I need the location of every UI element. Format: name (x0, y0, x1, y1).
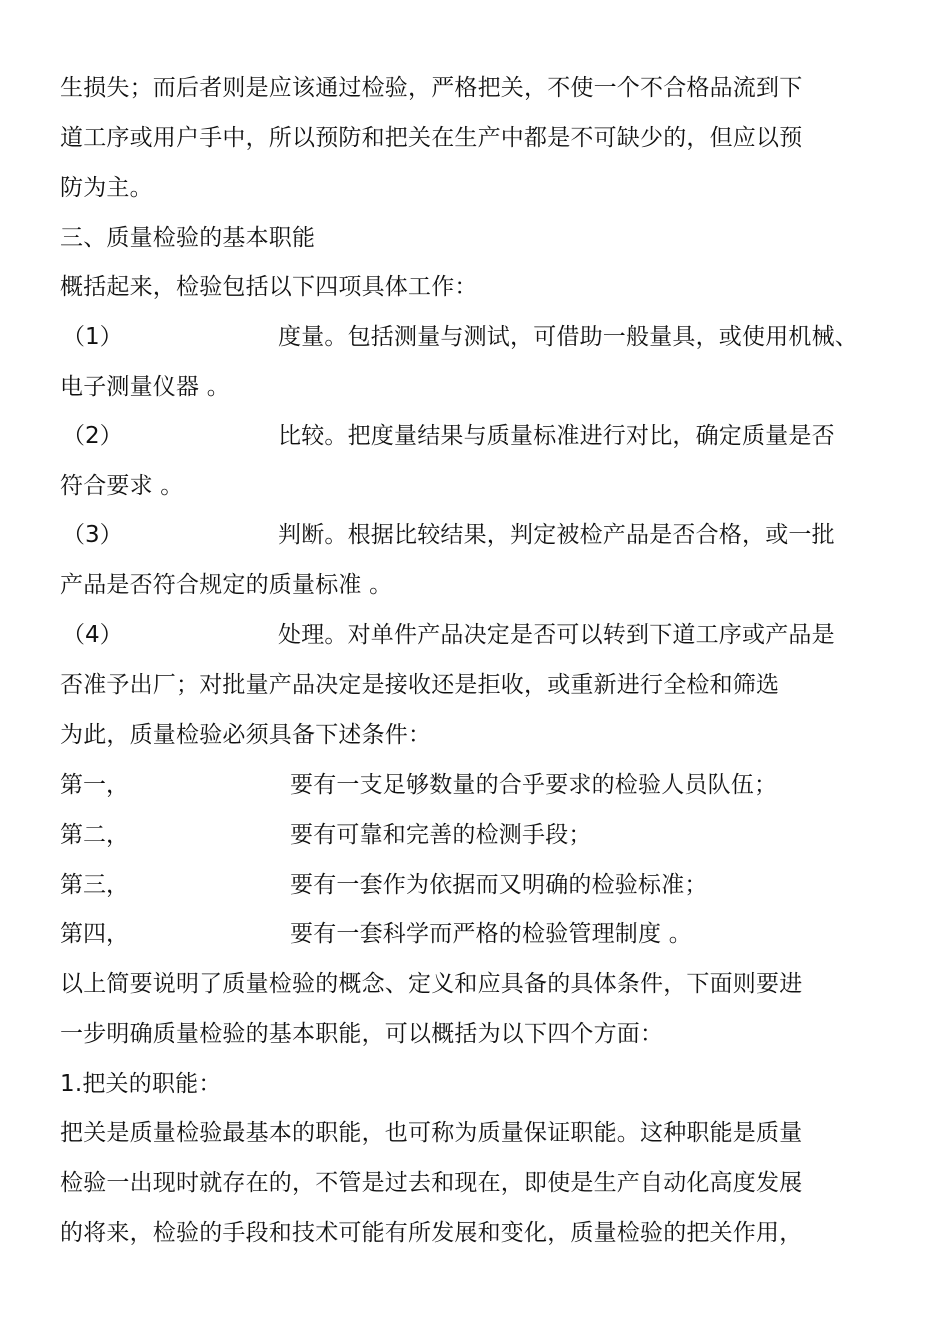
paragraph-line: 的将来，检验的手段和技术可能有所发展和变化，质量检验的把关作用， (60, 1220, 803, 1246)
item-continuation: 电子测量仪器 。 (60, 374, 230, 400)
summary-line: 一步明确质量检验的基本职能，可以概括为以下四个方面： (60, 1021, 664, 1047)
item-number: （4） (62, 622, 123, 648)
item-text: 比较。把度量结果与质量标准进行对比，确定质量是否 (278, 423, 835, 449)
item-number: （2） (62, 423, 123, 449)
item-continuation: 符合要求 。 (60, 473, 184, 499)
condition-text: 要有一支足够数量的合乎要求的检验人员队伍； (290, 772, 778, 798)
intro-text: 概括起来，检验包括以下四项具体工作： (60, 274, 478, 300)
item-number: （1） (62, 324, 123, 350)
condition-label: 第三， (60, 872, 129, 898)
paragraph-line: 生损失；而后者则是应该通过检验，严格把关，不使一个不合格品流到下 (60, 75, 803, 101)
item-text: 处理。对单件产品决定是否可以转到下道工序或产品是 (278, 622, 835, 648)
condition-label: 第二， (60, 822, 129, 848)
section-heading: 三、质量检验的基本职能 (60, 225, 316, 251)
condition-label: 第一， (60, 772, 129, 798)
condition-text: 要有一套作为依据而又明确的检验标准； (290, 872, 708, 898)
paragraph-line: 道工序或用户手中，所以预防和把关在生产中都是不可缺少的，但应以预 (60, 125, 803, 151)
item-continuation: 否准予出厂；对批量产品决定是接收还是拒收，或重新进行全检和筛选 (60, 672, 780, 698)
condition-text: 要有一套科学而严格的检验管理制度 。 (290, 921, 692, 947)
item-text: 判断。根据比较结果，判定被检产品是否合格，或一批 (278, 522, 835, 548)
summary-line: 以上简要说明了质量检验的概念、定义和应具备的具体条件，下面则要进 (60, 971, 803, 997)
item-number: （3） (62, 522, 123, 548)
item-continuation: 产品是否符合规定的质量标准 。 (60, 572, 393, 598)
item-text: 度量。包括测量与测试，可借助一般量具，或使用机械、 (278, 324, 858, 350)
paragraph-line: 检验一出现时就存在的，不管是过去和现在，即使是生产自动化高度发展 (60, 1170, 803, 1196)
condition-text: 要有可靠和完善的检测手段； (290, 822, 592, 848)
condition-label: 第四， (60, 921, 129, 947)
paragraph-line: 把关是质量检验最基本的职能，也可称为质量保证职能。这种职能是质量 (60, 1120, 803, 1146)
paragraph-line: 防为主。 (60, 175, 153, 201)
conditions-intro: 为此，质量检验必须具备下述条件： (60, 722, 432, 748)
subheading: 1.把关的职能： (60, 1071, 222, 1097)
